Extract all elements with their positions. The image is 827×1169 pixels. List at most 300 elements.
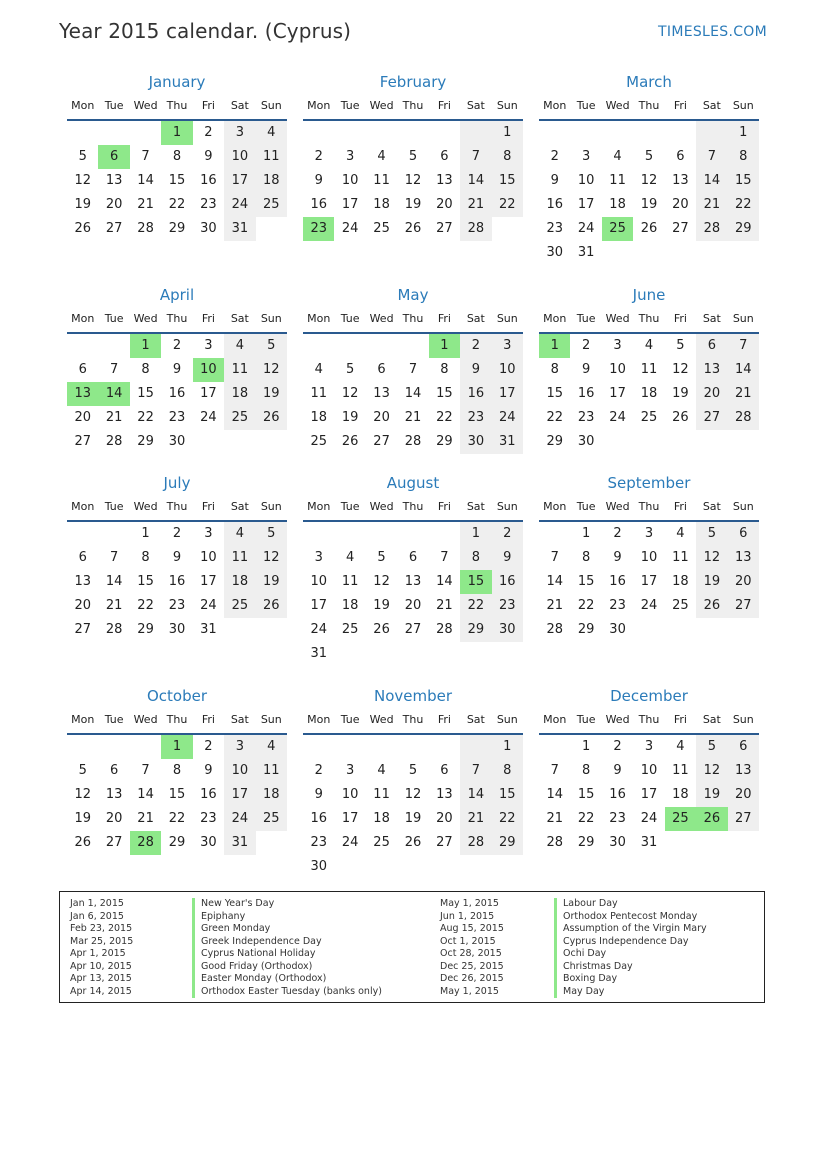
day-cell[interactable]: 28	[460, 217, 491, 241]
day-cell[interactable]: 23	[609, 811, 626, 826]
day-cell[interactable]: 12	[640, 173, 658, 188]
day-cell[interactable]: 30	[577, 434, 595, 449]
day-cell[interactable]: 8	[492, 759, 523, 783]
day-cell[interactable]: 14	[460, 783, 491, 807]
day-cell[interactable]: 21	[137, 811, 154, 826]
day-cell[interactable]: 19	[404, 197, 422, 212]
day-cell[interactable]: 5	[377, 550, 386, 565]
day-cell[interactable]: 27	[696, 406, 727, 430]
day-cell[interactable]: 3	[204, 526, 213, 541]
day-cell[interactable]: 25	[602, 217, 633, 241]
day-cell[interactable]: 18	[373, 197, 390, 212]
day-cell[interactable]: 24	[577, 221, 595, 236]
day-cell[interactable]: 7	[728, 334, 759, 358]
day-cell[interactable]: 16	[200, 173, 217, 188]
day-cell[interactable]: 18	[373, 811, 390, 826]
day-cell[interactable]: 26	[404, 835, 422, 850]
day-cell[interactable]: 13	[436, 173, 453, 188]
day-cell[interactable]: 14	[404, 386, 422, 401]
day-cell[interactable]: 1	[581, 526, 591, 541]
day-cell[interactable]: 24	[341, 221, 359, 236]
day-cell[interactable]: 30	[168, 622, 186, 637]
day-cell[interactable]: 21	[137, 197, 154, 212]
day-cell[interactable]: 12	[696, 546, 727, 570]
day-cell[interactable]: 26	[74, 835, 91, 850]
day-cell[interactable]: 28	[105, 434, 123, 449]
day-cell[interactable]: 5	[408, 149, 418, 164]
day-cell[interactable]: 2	[581, 338, 591, 353]
day-cell[interactable]: 19	[373, 598, 390, 613]
day-cell[interactable]: 25	[373, 835, 390, 850]
day-cell[interactable]: 18	[672, 787, 689, 802]
day-cell[interactable]: 8	[728, 145, 759, 169]
day-cell[interactable]: 11	[341, 574, 359, 589]
day-cell[interactable]: 4	[676, 526, 685, 541]
day-cell[interactable]: 15	[546, 386, 563, 401]
day-cell[interactable]: 15	[137, 574, 154, 589]
day-cell[interactable]: 14	[137, 787, 154, 802]
day-cell[interactable]: 27	[373, 434, 390, 449]
day-cell[interactable]: 14	[728, 358, 759, 382]
day-cell[interactable]: 1	[130, 334, 161, 358]
day-cell[interactable]: 27	[672, 221, 689, 236]
day-cell[interactable]: 30	[609, 622, 626, 637]
day-cell[interactable]: 17	[492, 382, 523, 406]
day-cell[interactable]: 20	[105, 197, 123, 212]
day-cell[interactable]: 4	[256, 121, 287, 145]
day-cell[interactable]: 7	[460, 759, 491, 783]
day-cell[interactable]: 14	[105, 574, 123, 589]
day-cell[interactable]: 15	[492, 169, 523, 193]
day-cell[interactable]: 31	[200, 622, 217, 637]
day-cell[interactable]: 9	[581, 362, 591, 377]
day-cell[interactable]: 11	[672, 763, 689, 778]
day-cell[interactable]: 22	[436, 410, 453, 425]
day-cell[interactable]: 2	[613, 739, 622, 754]
day-cell[interactable]: 8	[550, 362, 559, 377]
day-cell[interactable]: 29	[546, 434, 563, 449]
day-cell[interactable]: 31	[310, 646, 327, 661]
day-cell[interactable]: 23	[492, 594, 523, 618]
day-cell[interactable]: 7	[440, 550, 449, 565]
day-cell[interactable]: 26	[256, 406, 287, 430]
day-cell[interactable]: 9	[314, 787, 323, 802]
day-cell[interactable]: 11	[373, 787, 390, 802]
day-cell[interactable]: 16	[492, 570, 523, 594]
day-cell[interactable]: 28	[105, 622, 123, 637]
day-cell[interactable]: 6	[440, 149, 449, 164]
day-cell[interactable]: 7	[141, 763, 150, 778]
day-cell[interactable]: 26	[672, 410, 689, 425]
day-cell[interactable]: 17	[640, 787, 658, 802]
day-cell[interactable]: 6	[676, 149, 685, 164]
day-cell[interactable]: 2	[314, 763, 323, 778]
day-cell[interactable]: 23	[168, 598, 186, 613]
day-cell[interactable]: 22	[492, 807, 523, 831]
day-cell[interactable]: 25	[224, 594, 255, 618]
day-cell[interactable]: 12	[404, 787, 422, 802]
day-cell[interactable]: 3	[644, 526, 654, 541]
day-cell[interactable]: 13	[728, 546, 759, 570]
day-cell[interactable]: 14	[98, 382, 129, 406]
day-cell[interactable]: 9	[492, 546, 523, 570]
day-cell[interactable]: 23	[577, 410, 595, 425]
day-cell[interactable]: 27	[105, 835, 123, 850]
day-cell[interactable]: 3	[224, 121, 255, 145]
day-cell[interactable]: 25	[640, 410, 658, 425]
day-cell[interactable]: 22	[577, 598, 595, 613]
day-cell[interactable]: 30	[200, 835, 217, 850]
day-cell[interactable]: 26	[256, 594, 287, 618]
day-cell[interactable]: 9	[314, 173, 323, 188]
day-cell[interactable]: 23	[609, 598, 626, 613]
day-cell[interactable]: 14	[436, 574, 453, 589]
day-cell[interactable]: 11	[256, 759, 287, 783]
day-cell[interactable]: 23	[200, 811, 217, 826]
day-cell[interactable]: 22	[168, 197, 186, 212]
day-cell[interactable]: 18	[310, 410, 327, 425]
day-cell[interactable]: 21	[546, 811, 563, 826]
brand-link[interactable]: TIMESLES.COM	[658, 24, 767, 40]
day-cell[interactable]: 13	[436, 787, 453, 802]
day-cell[interactable]: 6	[78, 550, 87, 565]
day-cell[interactable]: 9	[460, 358, 491, 382]
day-cell[interactable]: 3	[314, 550, 323, 565]
day-cell[interactable]: 11	[672, 550, 689, 565]
day-cell[interactable]: 3	[345, 149, 355, 164]
day-cell[interactable]: 15	[436, 386, 453, 401]
day-cell[interactable]: 4	[613, 149, 622, 164]
day-cell[interactable]: 17	[224, 169, 255, 193]
day-cell[interactable]: 18	[256, 169, 287, 193]
day-cell[interactable]: 13	[672, 173, 689, 188]
day-cell[interactable]: 19	[256, 382, 287, 406]
day-cell[interactable]: 27	[436, 835, 453, 850]
day-cell[interactable]: 26	[341, 434, 359, 449]
day-cell[interactable]: 23	[460, 406, 491, 430]
day-cell[interactable]: 10	[492, 358, 523, 382]
day-cell[interactable]: 12	[696, 759, 727, 783]
day-cell[interactable]: 28	[404, 434, 422, 449]
day-cell[interactable]: 20	[672, 197, 689, 212]
day-cell[interactable]: 24	[224, 193, 255, 217]
day-cell[interactable]: 12	[341, 386, 359, 401]
day-cell[interactable]: 12	[672, 362, 689, 377]
day-cell[interactable]: 2	[172, 338, 182, 353]
day-cell[interactable]: 4	[377, 149, 386, 164]
day-cell[interactable]: 15	[460, 570, 491, 594]
day-cell[interactable]: 11	[373, 173, 390, 188]
day-cell[interactable]: 16	[546, 197, 563, 212]
day-cell[interactable]: 6	[408, 550, 418, 565]
day-cell[interactable]: 21	[728, 382, 759, 406]
day-cell[interactable]: 23	[310, 835, 327, 850]
day-cell[interactable]: 30	[609, 835, 626, 850]
day-cell[interactable]: 17	[577, 197, 595, 212]
day-cell[interactable]: 18	[341, 598, 359, 613]
day-cell[interactable]: 27	[728, 807, 759, 831]
day-cell[interactable]: 15	[577, 787, 595, 802]
day-cell[interactable]: 2	[460, 334, 491, 358]
day-cell[interactable]: 13	[728, 759, 759, 783]
day-cell[interactable]: 31	[640, 835, 658, 850]
day-cell[interactable]: 9	[204, 149, 213, 164]
day-cell[interactable]: 25	[672, 598, 689, 613]
day-cell[interactable]: 8	[460, 546, 491, 570]
day-cell[interactable]: 5	[676, 338, 685, 353]
day-cell[interactable]: 28	[546, 622, 563, 637]
day-cell[interactable]: 8	[141, 550, 150, 565]
day-cell[interactable]: 18	[609, 197, 626, 212]
day-cell[interactable]: 25	[341, 622, 359, 637]
day-cell[interactable]: 6	[98, 145, 129, 169]
day-cell[interactable]: 31	[577, 245, 595, 260]
day-cell[interactable]: 22	[137, 598, 154, 613]
day-cell[interactable]: 4	[256, 735, 287, 759]
day-cell[interactable]: 9	[172, 550, 182, 565]
day-cell[interactable]: 2	[492, 522, 523, 546]
day-cell[interactable]: 7	[550, 763, 559, 778]
day-cell[interactable]: 30	[168, 434, 186, 449]
day-cell[interactable]: 10	[224, 759, 255, 783]
day-cell[interactable]: 14	[696, 169, 727, 193]
day-cell[interactable]: 21	[546, 598, 563, 613]
day-cell[interactable]: 29	[168, 835, 186, 850]
day-cell[interactable]: 19	[74, 811, 91, 826]
day-cell[interactable]: 10	[224, 145, 255, 169]
day-cell[interactable]: 12	[74, 173, 91, 188]
day-cell[interactable]: 10	[341, 787, 359, 802]
day-cell[interactable]: 18	[224, 570, 255, 594]
day-cell[interactable]: 16	[168, 386, 186, 401]
day-cell[interactable]: 24	[492, 406, 523, 430]
day-cell[interactable]: 25	[373, 221, 390, 236]
day-cell[interactable]: 2	[314, 149, 323, 164]
day-cell[interactable]: 19	[696, 570, 727, 594]
day-cell[interactable]: 1	[429, 334, 460, 358]
day-cell[interactable]: 20	[728, 783, 759, 807]
day-cell[interactable]: 17	[609, 386, 626, 401]
day-cell[interactable]: 25	[665, 807, 696, 831]
day-cell[interactable]: 24	[640, 811, 658, 826]
day-cell[interactable]: 22	[460, 594, 491, 618]
day-cell[interactable]: 21	[460, 193, 491, 217]
day-cell[interactable]: 29	[137, 622, 154, 637]
day-cell[interactable]: 4	[345, 550, 355, 565]
day-cell[interactable]: 15	[168, 173, 186, 188]
day-cell[interactable]: 29	[137, 434, 154, 449]
day-cell[interactable]: 22	[137, 410, 154, 425]
day-cell[interactable]: 16	[460, 382, 491, 406]
day-cell[interactable]: 11	[609, 173, 626, 188]
day-cell[interactable]: 20	[74, 410, 91, 425]
day-cell[interactable]: 8	[172, 763, 182, 778]
day-cell[interactable]: 2	[204, 125, 213, 140]
day-cell[interactable]: 12	[256, 546, 287, 570]
day-cell[interactable]: 30	[492, 618, 523, 642]
day-cell[interactable]: 26	[404, 221, 422, 236]
day-cell[interactable]: 26	[696, 594, 727, 618]
day-cell[interactable]: 25	[310, 434, 327, 449]
day-cell[interactable]: 5	[408, 763, 418, 778]
day-cell[interactable]: 1	[492, 735, 523, 759]
day-cell[interactable]: 5	[78, 149, 87, 164]
day-cell[interactable]: 29	[460, 618, 491, 642]
day-cell[interactable]: 11	[224, 546, 255, 570]
day-cell[interactable]: 27	[74, 434, 91, 449]
day-cell[interactable]: 15	[168, 787, 186, 802]
day-cell[interactable]: 4	[377, 763, 386, 778]
day-cell[interactable]: 8	[581, 763, 591, 778]
day-cell[interactable]: 28	[130, 831, 161, 855]
day-cell[interactable]: 7	[550, 550, 559, 565]
day-cell[interactable]: 21	[436, 598, 453, 613]
day-cell[interactable]: 19	[256, 570, 287, 594]
day-cell[interactable]: 12	[373, 574, 390, 589]
day-cell[interactable]: 23	[303, 217, 334, 241]
day-cell[interactable]: 2	[613, 526, 622, 541]
day-cell[interactable]: 29	[492, 831, 523, 855]
day-cell[interactable]: 18	[640, 386, 658, 401]
day-cell[interactable]: 20	[373, 410, 390, 425]
day-cell[interactable]: 16	[168, 574, 186, 589]
day-cell[interactable]: 5	[696, 522, 727, 546]
day-cell[interactable]: 3	[492, 334, 523, 358]
day-cell[interactable]: 17	[200, 574, 217, 589]
day-cell[interactable]: 27	[74, 622, 91, 637]
day-cell[interactable]: 2	[204, 739, 213, 754]
day-cell[interactable]: 22	[728, 193, 759, 217]
day-cell[interactable]: 31	[224, 217, 255, 241]
day-cell[interactable]: 16	[577, 386, 595, 401]
day-cell[interactable]: 15	[492, 783, 523, 807]
day-cell[interactable]: 24	[310, 622, 327, 637]
day-cell[interactable]: 4	[676, 739, 685, 754]
day-cell[interactable]: 2	[550, 149, 559, 164]
day-cell[interactable]: 24	[200, 410, 217, 425]
day-cell[interactable]: 1	[728, 121, 759, 145]
day-cell[interactable]: 17	[310, 598, 327, 613]
day-cell[interactable]: 27	[436, 221, 453, 236]
day-cell[interactable]: 9	[172, 362, 182, 377]
day-cell[interactable]: 8	[172, 149, 182, 164]
day-cell[interactable]: 6	[728, 735, 759, 759]
day-cell[interactable]: 8	[141, 362, 150, 377]
day-cell[interactable]: 17	[224, 783, 255, 807]
day-cell[interactable]: 4	[224, 522, 255, 546]
day-cell[interactable]: 20	[404, 598, 422, 613]
day-cell[interactable]: 29	[168, 221, 186, 236]
day-cell[interactable]: 1	[492, 121, 523, 145]
day-cell[interactable]: 26	[640, 221, 658, 236]
day-cell[interactable]: 8	[581, 550, 591, 565]
day-cell[interactable]: 21	[404, 410, 422, 425]
day-cell[interactable]: 15	[728, 169, 759, 193]
day-cell[interactable]: 25	[224, 406, 255, 430]
day-cell[interactable]: 20	[74, 598, 91, 613]
day-cell[interactable]: 12	[404, 173, 422, 188]
day-cell[interactable]: 14	[546, 787, 563, 802]
day-cell[interactable]: 17	[341, 197, 359, 212]
day-cell[interactable]: 24	[341, 835, 359, 850]
day-cell[interactable]: 6	[728, 522, 759, 546]
day-cell[interactable]: 29	[728, 217, 759, 241]
day-cell[interactable]: 22	[546, 410, 563, 425]
day-cell[interactable]: 1	[141, 526, 150, 541]
day-cell[interactable]: 10	[193, 358, 224, 382]
day-cell[interactable]: 18	[224, 382, 255, 406]
day-cell[interactable]: 1	[539, 334, 570, 358]
day-cell[interactable]: 31	[224, 831, 255, 855]
day-cell[interactable]: 13	[105, 787, 123, 802]
day-cell[interactable]: 19	[672, 386, 689, 401]
day-cell[interactable]: 13	[74, 574, 91, 589]
day-cell[interactable]: 16	[310, 197, 327, 212]
day-cell[interactable]: 19	[696, 783, 727, 807]
day-cell[interactable]: 10	[577, 173, 595, 188]
day-cell[interactable]: 4	[644, 338, 654, 353]
day-cell[interactable]: 18	[672, 574, 689, 589]
day-cell[interactable]: 5	[696, 735, 727, 759]
day-cell[interactable]: 28	[436, 622, 453, 637]
day-cell[interactable]: 30	[310, 859, 327, 874]
day-cell[interactable]: 6	[109, 763, 119, 778]
day-cell[interactable]: 28	[460, 831, 491, 855]
day-cell[interactable]: 10	[310, 574, 327, 589]
day-cell[interactable]: 19	[74, 197, 91, 212]
day-cell[interactable]: 27	[728, 594, 759, 618]
day-cell[interactable]: 16	[609, 574, 626, 589]
day-cell[interactable]: 29	[436, 434, 453, 449]
day-cell[interactable]: 28	[137, 221, 154, 236]
day-cell[interactable]: 9	[204, 763, 213, 778]
day-cell[interactable]: 20	[105, 811, 123, 826]
day-cell[interactable]: 9	[550, 173, 559, 188]
day-cell[interactable]: 9	[613, 550, 622, 565]
day-cell[interactable]: 3	[345, 763, 355, 778]
day-cell[interactable]: 24	[640, 598, 658, 613]
day-cell[interactable]: 5	[644, 149, 654, 164]
day-cell[interactable]: 7	[141, 149, 150, 164]
day-cell[interactable]: 19	[341, 410, 359, 425]
day-cell[interactable]: 3	[204, 338, 213, 353]
day-cell[interactable]: 21	[696, 193, 727, 217]
day-cell[interactable]: 1	[161, 121, 192, 145]
day-cell[interactable]: 27	[105, 221, 123, 236]
day-cell[interactable]: 30	[460, 430, 491, 454]
day-cell[interactable]: 24	[224, 807, 255, 831]
day-cell[interactable]: 11	[640, 362, 658, 377]
day-cell[interactable]: 29	[577, 835, 595, 850]
day-cell[interactable]: 10	[609, 362, 626, 377]
day-cell[interactable]: 6	[440, 763, 449, 778]
day-cell[interactable]: 1	[581, 739, 591, 754]
day-cell[interactable]: 17	[341, 811, 359, 826]
day-cell[interactable]: 13	[404, 574, 422, 589]
day-cell[interactable]: 4	[224, 334, 255, 358]
day-cell[interactable]: 21	[105, 598, 123, 613]
day-cell[interactable]: 22	[577, 811, 595, 826]
day-cell[interactable]: 19	[640, 197, 658, 212]
day-cell[interactable]: 6	[696, 334, 727, 358]
day-cell[interactable]: 12	[256, 358, 287, 382]
day-cell[interactable]: 26	[373, 622, 390, 637]
day-cell[interactable]: 14	[546, 574, 563, 589]
day-cell[interactable]: 16	[310, 811, 327, 826]
day-cell[interactable]: 7	[109, 362, 119, 377]
day-cell[interactable]: 8	[440, 362, 449, 377]
day-cell[interactable]: 14	[460, 169, 491, 193]
